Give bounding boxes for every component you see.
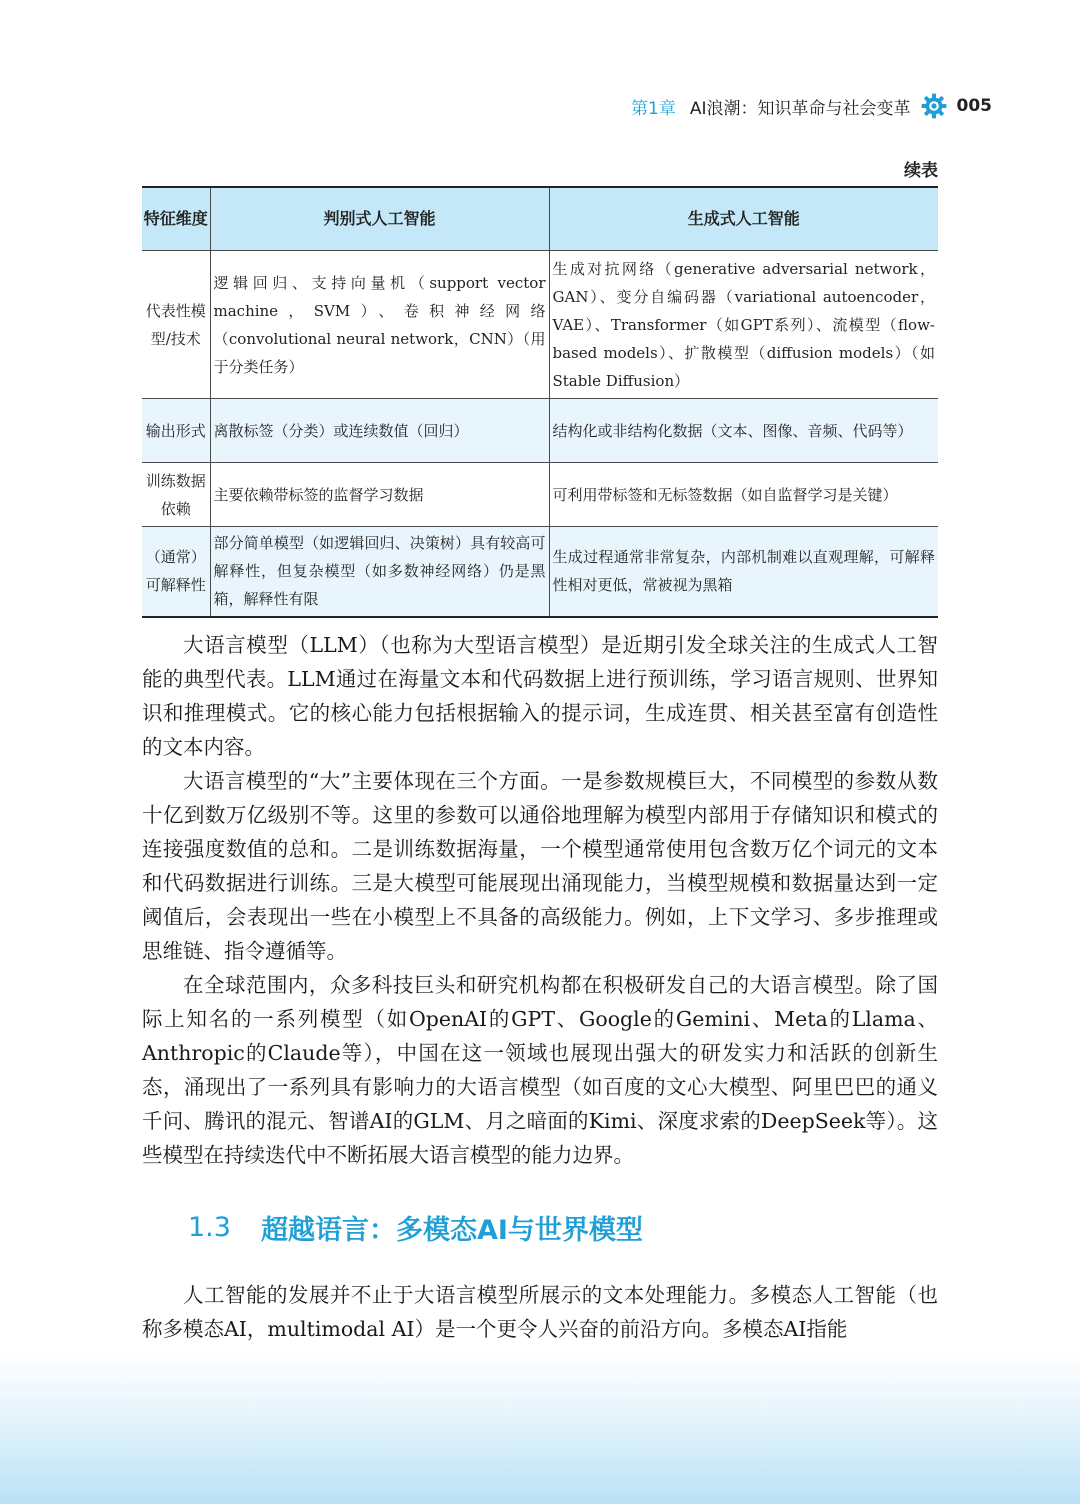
cell-discriminative: 逻辑回归、支持向量机（support vector machine，SVM）、卷积神经网络（convolutional neural network，CNN）（用于分类任务） <box>210 251 549 399</box>
gear-icon <box>921 93 947 119</box>
chapter-label: 第1章 <box>631 98 676 119</box>
table-row <box>142 527 938 617</box>
comparison-table <box>142 186 938 618</box>
table-row <box>142 463 938 527</box>
table-row <box>142 251 938 399</box>
section-heading <box>188 1206 888 1248</box>
row-dimension: （通常）可解释性 <box>142 527 210 617</box>
cell-generative: 可利用带标签和无标签数据（如自监督学习是关键） <box>549 463 938 527</box>
paragraph: 在全球范围内，众多科技巨头和研究机构都在积极研发自己的大语言模型。除了国际上知名的一系列模型（如OpenAI的GPT、Google的Gemini、Meta的Llama、Anthropic的Claude等），中国在这一领域也展现出强大的研发实力和活跃的创新生态，涌现出了一系列具有影响力的大语言模型（如百度的文心大模型、阿里巴巴的通义千问、腾讯的混元、智谱AI的GLM、月之暗面的Kimi、深度求索的DeepSeek等）。这些模型在持续迭代中不断拓展大语言模型的能力边界。 <box>142 973 938 1167</box>
paragraph: 大语言模型的“大”主要体现在三个方面。一是参数规模巨大，不同模型的参数从数十亿到数万亿级别不等。这里的参数可以通俗地理解为模型内部用于存储知识和模式的连接强度数值的总和。二是训练数据海量，一个模型通常使用包含数万亿个词元的文本和代码数据进行训练。三是大模型可能展现出涌现能力，当模型规模和数据量达到一定阈值后，会表现出一些在小模型上不具备的高级能力。例如，上下文学习、多步推理或思维链、指令遵循等。 <box>142 769 938 963</box>
section-number: 1.3 <box>188 1211 231 1243</box>
cell-generative: 结构化或非结构化数据（文本、图像、音频、代码等） <box>549 399 938 463</box>
body-text <box>142 628 938 1172</box>
section-body-text <box>142 1278 938 1346</box>
cell-discriminative: 离散标签（分类）或连续数值（回归） <box>210 399 549 463</box>
column-header-dimension: 特征维度 <box>142 187 210 251</box>
cell-discriminative: 部分简单模型（如逻辑回归、决策树）具有较高可解释性，但复杂模型（如多数神经网络）仍是黑箱，解释性有限 <box>210 527 549 617</box>
cell-generative: 生成对抗网络（generative adversarial network，GAN）、变分自编码器（variational autoencoder，VAE）、Transformer（如GPT系列）、流模型（flow-based models）、扩散模型（diffusion models）（如Stable Diffusion） <box>549 251 938 399</box>
row-dimension: 输出形式 <box>142 399 210 463</box>
page-bottom-gradient <box>0 1354 1080 1504</box>
column-header-generative: 生成式人工智能 <box>549 187 938 251</box>
chapter-title: AI浪潮：知识革命与社会变革 <box>689 98 911 119</box>
table-continued-label: 续表 <box>904 161 938 181</box>
paragraph: 大语言模型（LLM）（也称为大型语言模型）是近期引发全球关注的生成式人工智能的典型代表。LLM通过在海量文本和代码数据上进行预训练，学习语言规则、世界知识和推理模式。它的核心能力包括根据输入的提示词，生成连贯、相关甚至富有创造性的文本内容。 <box>142 633 938 759</box>
running-head <box>580 92 992 120</box>
cell-generative: 生成过程通常非常复杂，内部机制难以直观理解，可解释性相对更低，常被视为黑箱 <box>549 527 938 617</box>
table-header-row <box>142 187 938 251</box>
row-dimension: 训练数据依赖 <box>142 463 210 527</box>
column-header-discriminative: 判别式人工智能 <box>210 187 549 251</box>
paragraph: 人工智能的发展并不止于大语言模型所展示的文本处理能力。多模态人工智能（也称多模态AI，multimodal AI）是一个更令人兴奋的前沿方向。多模态AI指能 <box>142 1283 938 1341</box>
row-dimension: 代表性模型/技术 <box>142 251 210 399</box>
page-number: 005 <box>956 96 992 116</box>
cell-discriminative: 主要依赖带标签的监督学习数据 <box>210 463 549 527</box>
table-row <box>142 399 938 463</box>
section-title: 超越语言：多模态AI与世界模型 <box>260 1214 643 1246</box>
